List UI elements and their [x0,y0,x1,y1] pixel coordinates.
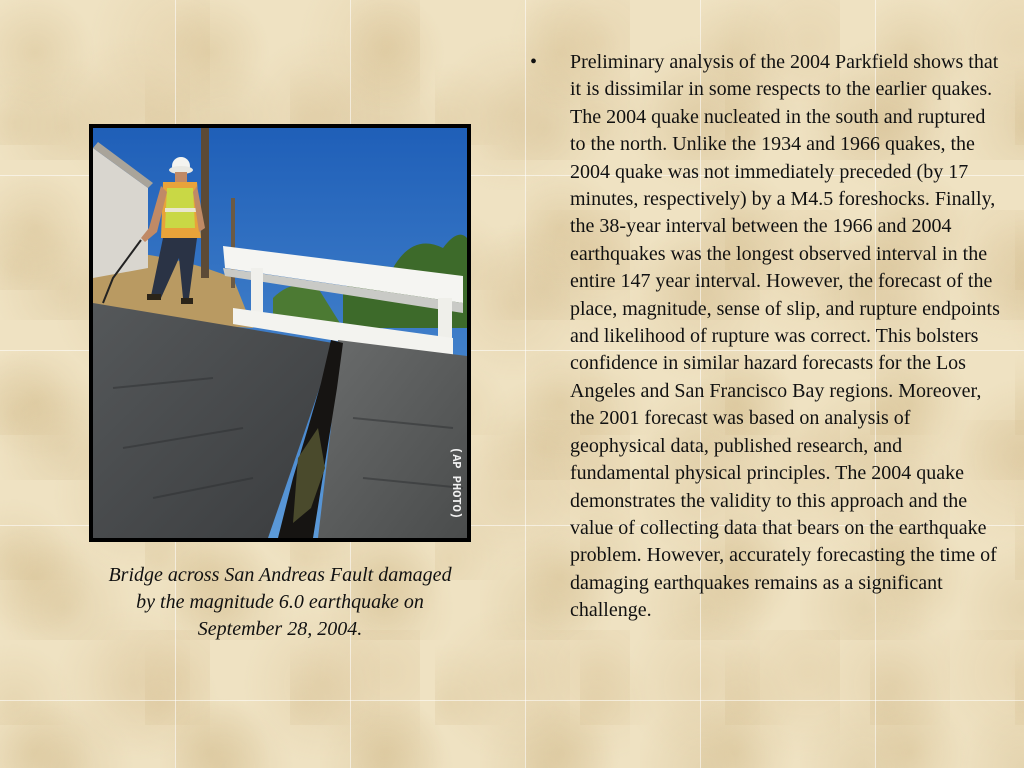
bullet-mark: • [530,51,538,73]
background-seam [525,0,526,768]
photo-credit-text: (AP PHOTO) [449,447,463,520]
bullet-body-text: Preliminary analysis of the 2004 Parkfield shows that it is dissimilar in some respects to the earlier quakes. The 2004 quake nucleated in the south and ruptured to the north. Unlike the 1934 and 1966 quakes, the 2004 quake was not immediately preceded (by 17 minutes, respectively) by a M4.5 foreshocks. Finally, the 38-year interval between the 1966 and 2004 earthquakes was the longest observed interval in the entire 147 year interval. However, the forecast of the place, magnitude, sense of slip, and rupture endpoints and likelihood of rupture was correct. This bolsters confidence in similar hazard forecasts for the Los Angeles and San Francisco Bay regions. Moreover, the 2001 forecast was based on analysis of geophysical data, published research, and fundamental physical principles. The 2004 quake demonstrates the validity to this approach and the value of collecting data that bears on the earthquake problem. However, accurately forecasting the time of damaging earthquakes remains as a significant challenge. [570,51,1000,622]
photo-credit [447,444,465,534]
bullet-item [530,49,1000,625]
earthquake-photo [89,124,471,542]
fault-damage-image [93,128,467,538]
photo-caption: Bridge across San Andreas Fault damaged by the magnitude 6.0 earthquake on September 28, 2004. [108,564,452,640]
background-seam [0,700,1024,701]
